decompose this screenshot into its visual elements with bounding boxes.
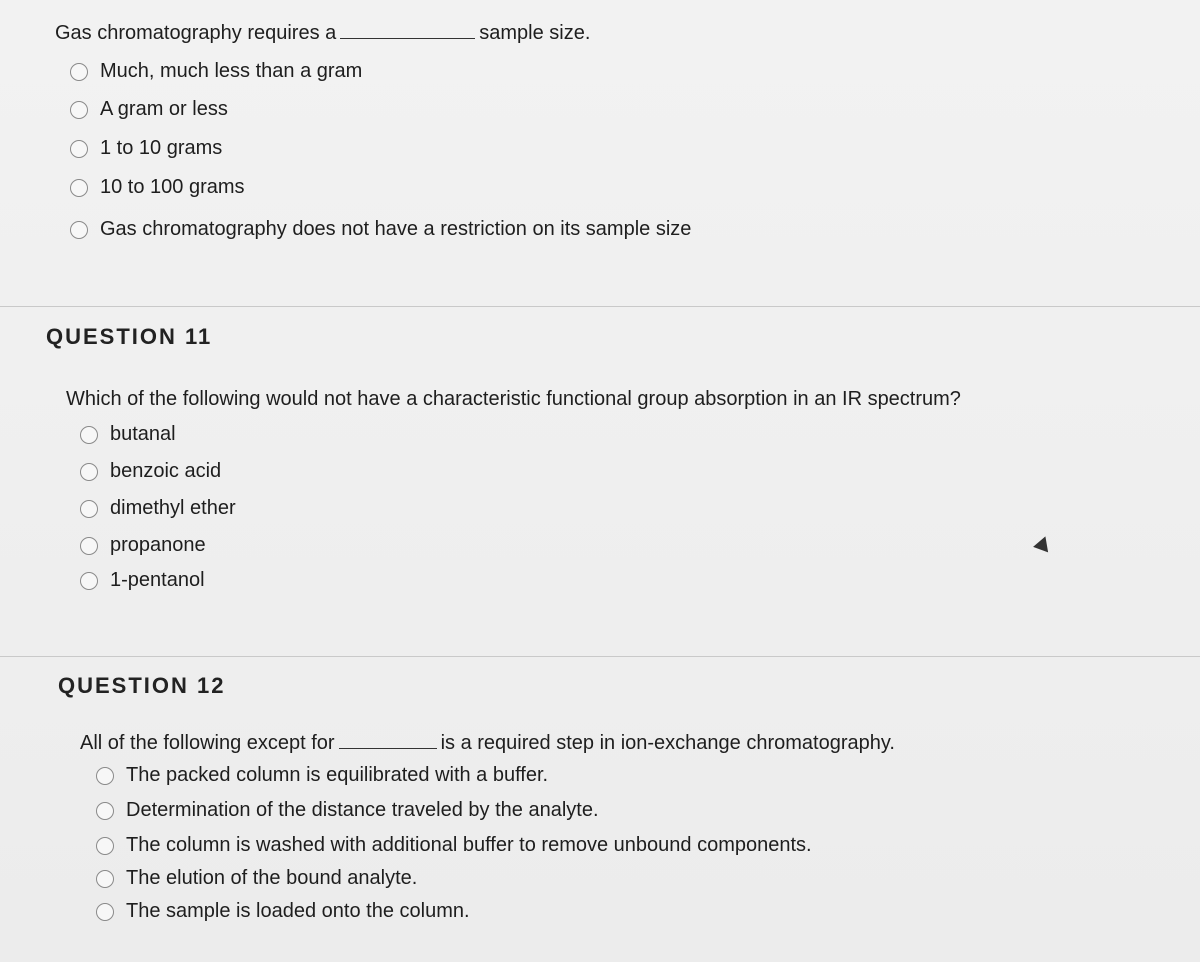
q11-option-2-label: benzoic acid	[110, 460, 222, 482]
radio-unselected-icon[interactable]	[96, 870, 114, 888]
q11-option-1-label: butanal	[110, 423, 176, 445]
q11-option-4[interactable]	[80, 534, 206, 557]
q12-option-2[interactable]	[96, 799, 599, 822]
question-divider	[0, 656, 1200, 657]
q10-option-3-label: 1 to 10 grams	[100, 137, 223, 159]
radio-unselected-icon[interactable]	[70, 179, 88, 197]
radio-unselected-icon[interactable]	[80, 426, 98, 444]
q12-answer-blank	[339, 747, 437, 749]
radio-unselected-icon[interactable]	[80, 463, 98, 481]
q12-option-3[interactable]	[96, 834, 812, 857]
q10-stem-after: sample size.	[479, 22, 591, 44]
question-divider	[0, 306, 1200, 307]
q10-option-1[interactable]	[70, 60, 362, 83]
q12-option-3-label: The column is washed with additional buffer to remove unbound components.	[126, 834, 812, 856]
radio-unselected-icon[interactable]	[70, 63, 88, 81]
q10-stem	[55, 22, 590, 45]
q12-stem	[80, 732, 895, 755]
radio-unselected-icon[interactable]	[80, 537, 98, 555]
radio-unselected-icon[interactable]	[70, 101, 88, 119]
q11-option-5-label: 1-pentanol	[110, 569, 205, 591]
q12-option-5-label: The sample is loaded onto the column.	[126, 900, 470, 922]
q10-option-5-label: Gas chromatography does not have a restriction on its sample size	[100, 218, 692, 240]
q12-option-1[interactable]	[96, 764, 548, 787]
radio-unselected-icon[interactable]	[70, 140, 88, 158]
q11-option-3-label: dimethyl ether	[110, 497, 236, 519]
q12-option-2-label: Determination of the distance traveled by the analyte.	[126, 799, 599, 821]
radio-unselected-icon[interactable]	[80, 572, 98, 590]
radio-unselected-icon[interactable]	[70, 221, 88, 239]
q12-stem-before: All of the following except for	[80, 732, 335, 754]
q12-stem-after: is a required step in ion-exchange chromatography.	[440, 732, 895, 754]
q10-option-2[interactable]	[70, 98, 228, 121]
q11-stem: Which of the following would not have a characteristic functional group absorption in an IR spectrum?	[66, 388, 961, 410]
radio-unselected-icon[interactable]	[96, 903, 114, 921]
q12-option-1-label: The packed column is equilibrated with a buffer.	[126, 764, 549, 786]
mouse-pointer-icon	[1033, 534, 1053, 553]
radio-unselected-icon[interactable]	[96, 767, 114, 785]
q12-option-4[interactable]	[96, 867, 417, 890]
q10-option-5[interactable]	[70, 218, 691, 241]
q10-option-4[interactable]	[70, 176, 245, 199]
q11-header: QUESTION 11	[46, 324, 213, 349]
q10-answer-blank	[340, 37, 475, 39]
q11-option-1[interactable]	[80, 423, 176, 446]
q11-option-5[interactable]	[80, 569, 205, 592]
q10-stem-before: Gas chromatography requires a	[55, 22, 337, 44]
q11-option-3[interactable]	[80, 497, 236, 520]
q10-option-3[interactable]	[70, 137, 222, 160]
q11-option-2[interactable]	[80, 460, 221, 483]
radio-unselected-icon[interactable]	[80, 500, 98, 518]
q12-header: QUESTION 12	[58, 673, 226, 698]
radio-unselected-icon[interactable]	[96, 802, 114, 820]
q12-option-4-label: The elution of the bound analyte.	[126, 867, 418, 889]
q11-option-4-label: propanone	[110, 534, 206, 556]
q10-option-1-label: Much, much less than a gram	[100, 60, 363, 82]
q10-option-4-label: 10 to 100 grams	[100, 176, 245, 198]
q10-option-2-label: A gram or less	[100, 98, 228, 120]
radio-unselected-icon[interactable]	[96, 837, 114, 855]
q12-option-5[interactable]	[96, 900, 470, 923]
